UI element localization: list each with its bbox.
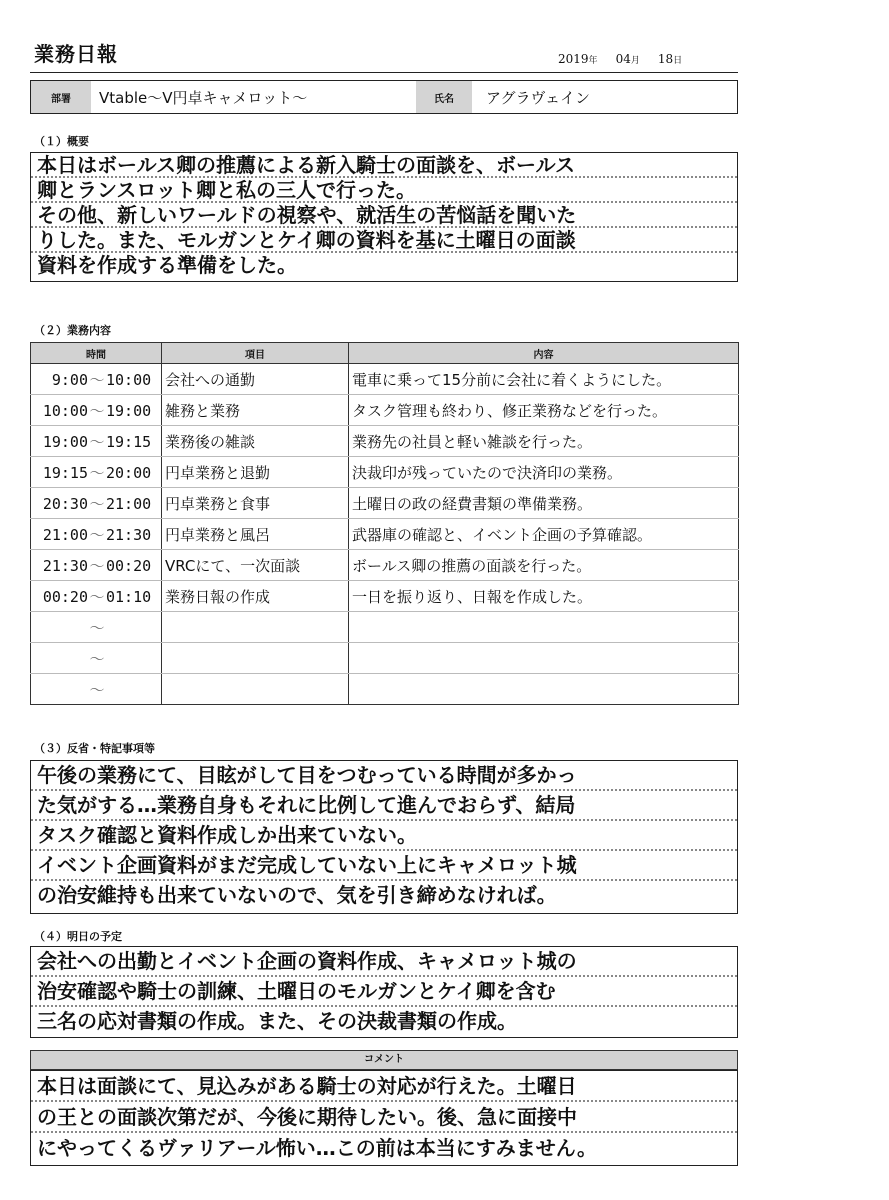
overview-heading: （１）概要 <box>34 135 89 148</box>
reflection-line: タスク確認と資料作成しか出来ていない。 <box>31 821 737 851</box>
time-end: 19:00 <box>106 401 152 420</box>
time-end: 21:00 <box>106 494 152 513</box>
table-row <box>31 488 739 519</box>
time-start: 9:00 <box>51 370 88 389</box>
time-end: 19:15 <box>106 432 152 451</box>
overview-line: その他、新しいワールドの視察や、就活生の苦悩話を聞いた <box>31 203 737 228</box>
tasks-header-row <box>31 343 739 364</box>
table-row <box>31 643 739 674</box>
time-start: 21:30 <box>42 556 88 575</box>
reflection-box <box>30 760 738 914</box>
comment-heading: コメント <box>30 1050 738 1070</box>
table-row <box>31 612 739 643</box>
time-end: 20:00 <box>106 463 152 482</box>
item-cell <box>162 612 349 643</box>
name-value: アグラヴェイン <box>486 88 590 107</box>
time-cell <box>31 581 162 612</box>
content-cell: 電車に乗って15分前に会社に着くようにした。 <box>349 364 739 395</box>
content-cell: 武器庫の確認と、イベント企画の予算確認。 <box>349 519 739 550</box>
item-cell: 円卓業務と風呂 <box>162 519 349 550</box>
tasks-heading: （２）業務内容 <box>34 324 111 337</box>
reflection-line: イベント企画資料がまだ完成していない上にキャメロット城 <box>31 851 737 881</box>
time-cell <box>31 395 162 426</box>
time-separator: ～ <box>89 618 105 637</box>
date-year: 2019 <box>558 52 589 66</box>
tasks-table <box>30 342 739 705</box>
reflection-line: 午後の業務にて、目眩がして目をつむっている時間が多かっ <box>31 761 737 791</box>
table-row <box>31 519 739 550</box>
content-cell: 一日を振り返り、日報を作成した。 <box>349 581 739 612</box>
table-row <box>31 550 739 581</box>
comment-line: 本日は面談にて、見込みがある騎士の対応が行えた。土曜日 <box>31 1071 737 1102</box>
time-separator: ～ <box>89 649 105 668</box>
column-header-content: 内容 <box>349 343 739 364</box>
info-bar <box>30 80 738 114</box>
time-separator: ～ <box>89 556 105 575</box>
time-cell <box>31 426 162 457</box>
comment-box <box>30 1070 738 1166</box>
tomorrow-line: 治安確認や騎士の訓練、土曜日のモルガンとケイ卿を含む <box>31 977 737 1007</box>
time-separator: ～ <box>89 432 105 451</box>
item-cell: 雑務と業務 <box>162 395 349 426</box>
time-separator: ～ <box>89 680 105 699</box>
time-cell <box>31 612 162 643</box>
overview-line: 本日はボールス卿の推薦による新入騎士の面談を、ボールス <box>31 153 737 178</box>
comment-line: の王との面談次第だが、今後に期待したい。後、急に面接中 <box>31 1102 737 1133</box>
item-cell: 業務日報の作成 <box>162 581 349 612</box>
tomorrow-line: 会社への出勤とイベント企画の資料作成、キャメロット城の <box>31 947 737 977</box>
content-cell <box>349 612 739 643</box>
column-header-item: 項目 <box>162 343 349 364</box>
reflection-line: の治安維持も出来ていないので、気を引き締めなければ。 <box>37 883 557 907</box>
reflection-heading: （３）反省・特記事項等 <box>34 742 155 755</box>
date-year-unit: 年 <box>588 56 598 66</box>
overview-line: 卿とランスロット卿と私の三人で行った。 <box>31 178 737 203</box>
content-cell: 業務先の社員と軽い雑談を行った。 <box>349 426 739 457</box>
table-row <box>31 581 739 612</box>
time-start: 10:00 <box>42 401 88 420</box>
comment-line: にやってくるヴァリアール怖い…この前は本当にすみません。 <box>37 1136 597 1160</box>
date-month: 04 <box>615 52 631 66</box>
time-cell <box>31 457 162 488</box>
content-cell: 土曜日の政の経費書類の準備業務。 <box>349 488 739 519</box>
date-month-unit: 月 <box>630 56 640 66</box>
content-cell <box>349 643 739 674</box>
item-cell: 円卓業務と退勤 <box>162 457 349 488</box>
content-cell: タスク管理も終わり、修正業務などを行った。 <box>349 395 739 426</box>
dept-label: 部署 <box>31 81 91 113</box>
report-date <box>558 52 682 66</box>
date-day-unit: 日 <box>673 56 683 66</box>
time-start: 21:00 <box>42 525 88 544</box>
name-label: 氏名 <box>416 81 472 113</box>
reflection-line: た気がする…業務自身もそれに比例して進んでおらず、結局 <box>31 791 737 821</box>
time-end: 21:30 <box>106 525 152 544</box>
item-cell: 円卓業務と食事 <box>162 488 349 519</box>
time-separator: ～ <box>89 494 105 513</box>
content-cell: 決裁印が残っていたので決済印の業務。 <box>349 457 739 488</box>
time-separator: ～ <box>89 463 105 482</box>
table-row <box>31 426 739 457</box>
tomorrow-box <box>30 946 738 1038</box>
tasks-body <box>31 364 739 705</box>
time-start: 19:15 <box>42 463 88 482</box>
overview-line: りした。また、モルガンとケイ卿の資料を基に土曜日の面談 <box>31 228 737 253</box>
content-cell <box>349 674 739 705</box>
column-header-time: 時間 <box>31 343 162 364</box>
time-start: 19:00 <box>42 432 88 451</box>
time-end: 10:00 <box>106 370 152 389</box>
tomorrow-heading: （４）明日の予定 <box>34 930 122 943</box>
item-cell: 会社への通勤 <box>162 364 349 395</box>
time-cell <box>31 643 162 674</box>
time-separator: ～ <box>89 525 105 544</box>
report-title: 業務日報 <box>34 42 118 66</box>
item-cell: VRCにて、一次面談 <box>162 550 349 581</box>
overview-box <box>30 152 738 282</box>
time-end: 00:20 <box>106 556 152 575</box>
table-row <box>31 674 739 705</box>
time-separator: ～ <box>89 370 105 389</box>
table-row <box>31 395 739 426</box>
date-day: 18 <box>657 52 674 66</box>
item-cell: 業務後の雑談 <box>162 426 349 457</box>
content-cell: ボールス卿の推薦の面談を行った。 <box>349 550 739 581</box>
tomorrow-line: 三名の応対書類の作成。また、その決裁書類の作成。 <box>37 1009 517 1033</box>
item-cell <box>162 674 349 705</box>
overview-line: 資料を作成する準備をした。 <box>37 253 297 277</box>
time-cell <box>31 674 162 705</box>
dept-value: Vtable～V円卓キャメロット～ <box>99 88 308 107</box>
item-cell <box>162 643 349 674</box>
time-cell <box>31 364 162 395</box>
time-cell <box>31 519 162 550</box>
time-end: 01:10 <box>106 587 152 606</box>
table-row <box>31 457 739 488</box>
time-separator: ～ <box>89 401 105 420</box>
time-start: 20:30 <box>42 494 88 513</box>
time-cell <box>31 488 162 519</box>
time-start: 00:20 <box>42 587 88 606</box>
header-divider <box>30 72 738 73</box>
time-cell <box>31 550 162 581</box>
time-separator: ～ <box>89 587 105 606</box>
table-row <box>31 364 739 395</box>
